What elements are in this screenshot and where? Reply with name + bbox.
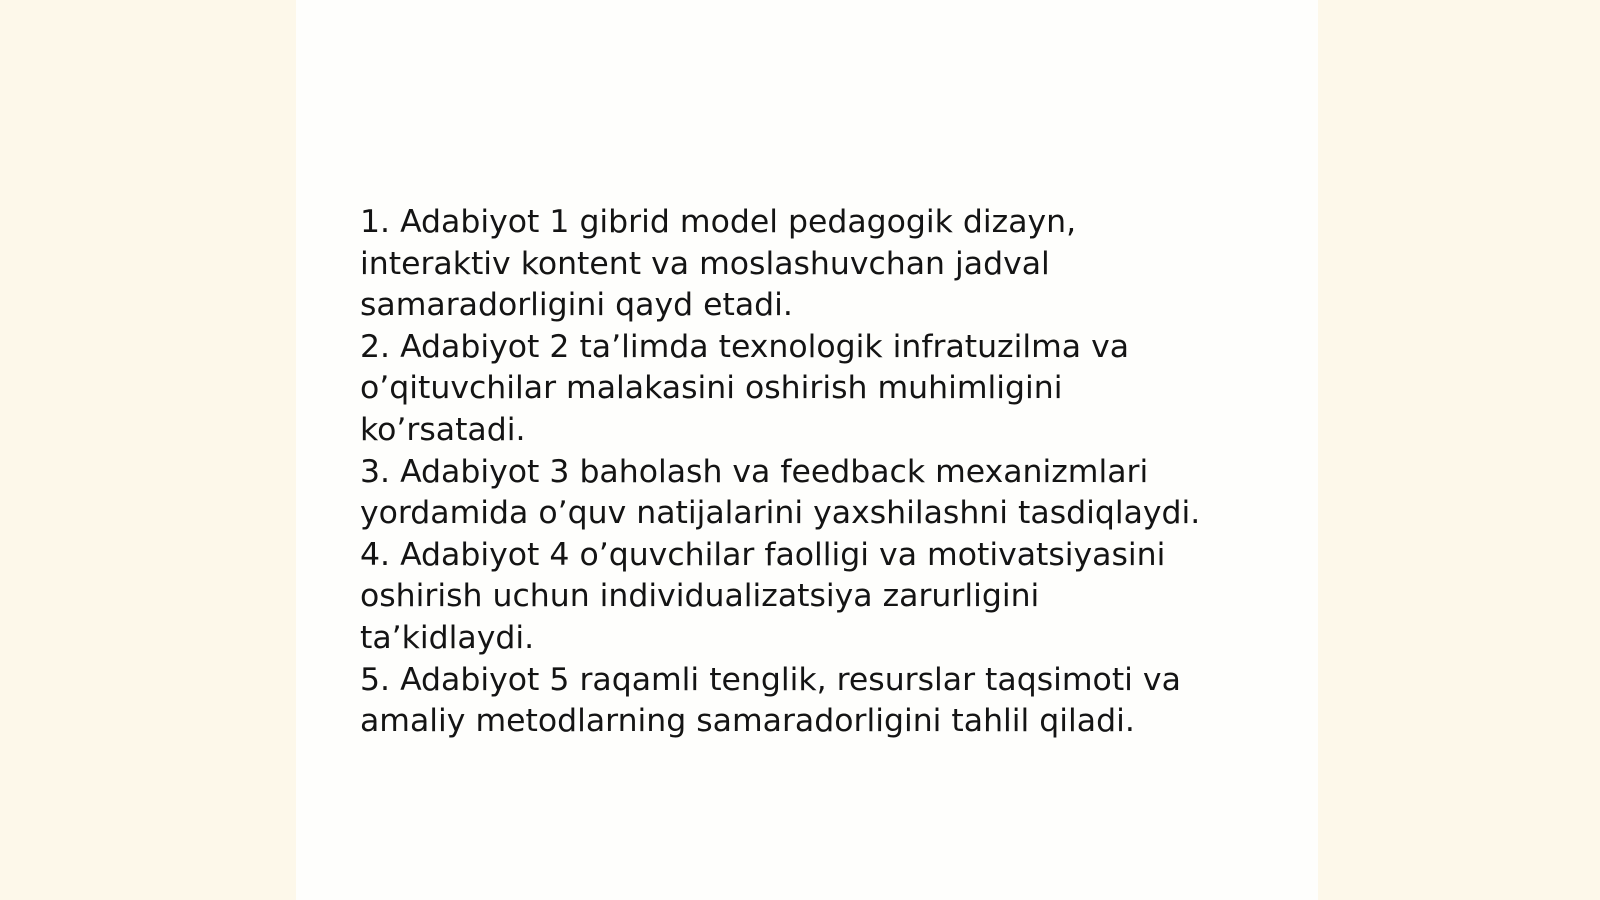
list-item-2-line-3: ko’rsatadi. [360,411,526,448]
list-item-1-line-3: samaradorligini qayd etadi. [360,287,793,324]
list-item-1-line-1: 1. Adabiyot 1 gibrid model pedagogik dizayn, [360,204,1077,240]
slide [296,0,1318,900]
list-item-5-line-1: 5. Adabiyot 5 raqamli tenglik, resurslar taqsimoti va [360,661,1181,698]
list-item-5 [360,660,1260,743]
list-item-4-line-3: ta’kidlaydi. [360,619,535,656]
list-item-4 [360,535,1260,660]
list-item-4-line-1: 4. Adabiyot 4 o’quvchilar faolligi va motivatsiyasini [360,536,1166,573]
list-item-2-line-1: 2. Adabiyot 2 ta’limda texnologik infratuzilma va [360,328,1130,365]
list-item-1 [360,202,1260,327]
list-item-2-line-2: o’qituvchilar malakasini oshirish muhimligini [360,370,1063,407]
list-item-2 [360,327,1260,452]
slide-body-text [360,202,1260,743]
list-item-3-line-2: yordamida o’quv natijalarini yaxshilashni tasdiqlaydi. [360,495,1201,532]
list-item-4-line-2: oshirish uchun individualizatsiya zarurligini [360,578,1040,615]
list-item-1-line-2: interaktiv kontent va moslashuvchan jadval [360,245,1050,282]
list-item-5-line-2: amaliy metodlarning samaradorligini tahlil qiladi. [360,703,1135,740]
list-item-3 [360,452,1260,535]
list-item-3-line-1: 3. Adabiyot 3 baholash va feedback mexanizmlari [360,453,1149,490]
